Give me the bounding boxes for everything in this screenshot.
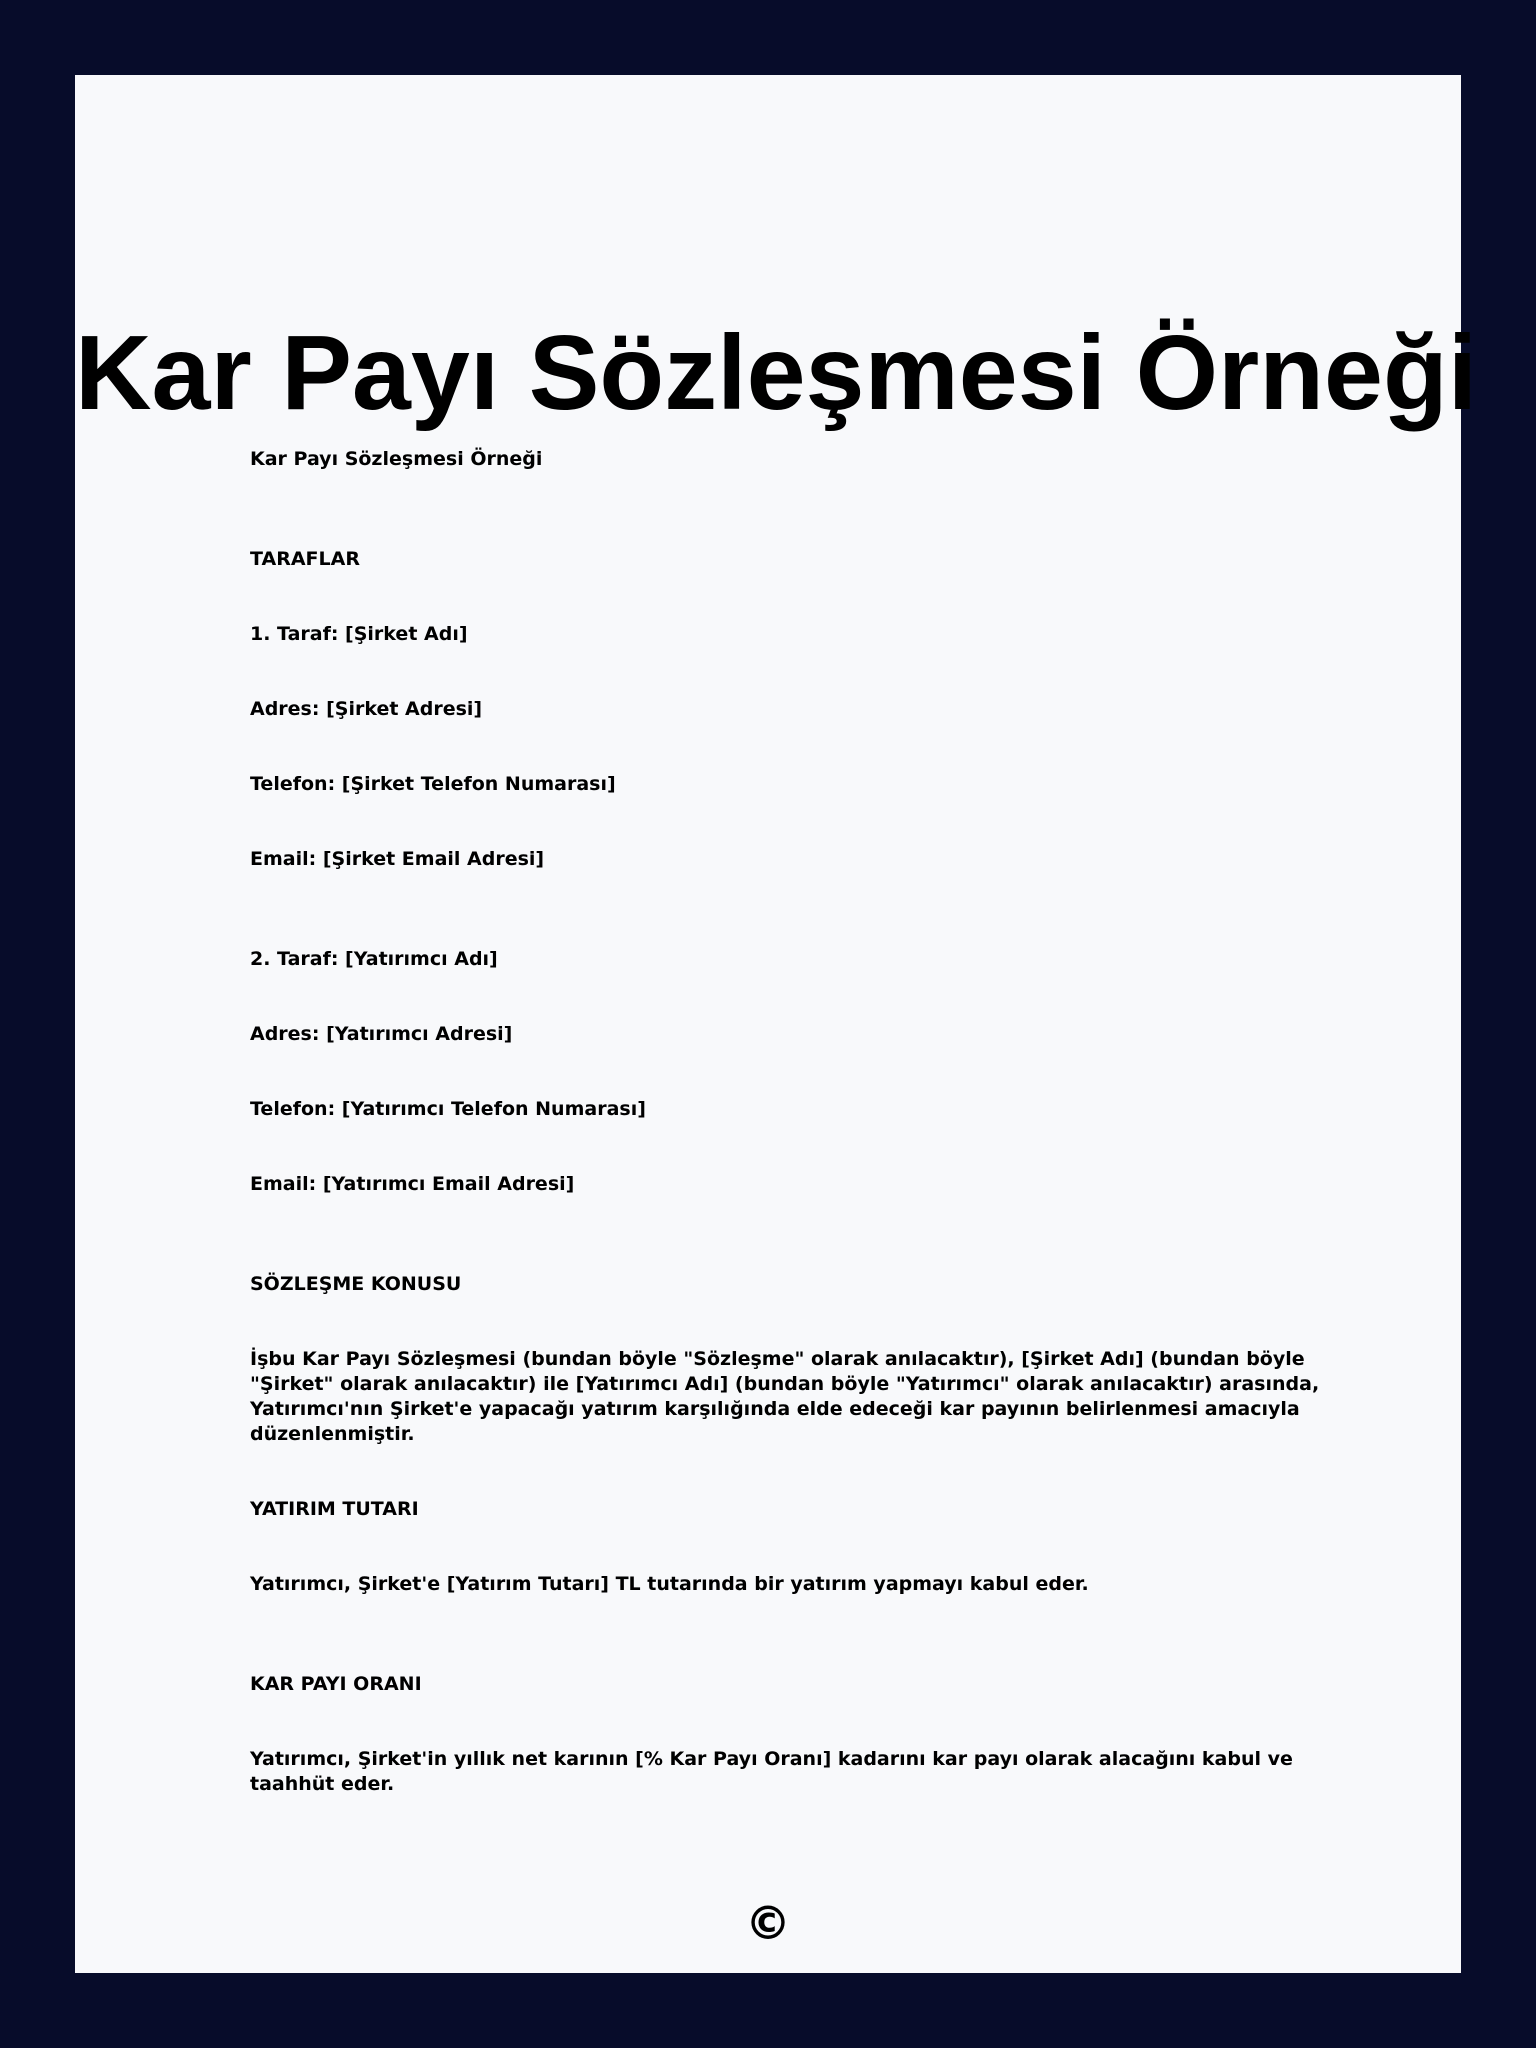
document-page — [75, 75, 1478, 1973]
party1-email: Email: [Şirket Email Adresi] — [250, 848, 545, 870]
investment-heading: YATIRIM TUTARI — [250, 1498, 419, 1520]
dividend-heading: KAR PAYI ORANI — [250, 1673, 422, 1695]
dividend-text: Yatırımcı, Şirket'in yıllık net karının [% Kar Payı Oranı] kadarını kar payı olarak alacağını kabul ve taahhüt eder. — [250, 1748, 1293, 1795]
parties-heading: TARAFLAR — [250, 548, 360, 570]
party2-name: 2. Taraf: [Yatırımcı Adı] — [250, 948, 498, 970]
party2-email: Email: [Yatırımcı Email Adresi] — [250, 1173, 575, 1195]
subject-heading: SÖZLEŞME KONUSU — [250, 1273, 462, 1295]
party1-address: Adres: [Şirket Adresi] — [250, 698, 483, 720]
document-subtitle: Kar Payı Sözleşmesi Örneği — [250, 448, 543, 470]
copyright-icon: © — [745, 1896, 791, 1950]
document-title: Kar Payı Sözleşmesi Örneği — [75, 314, 1478, 432]
investment-text: Yatırımcı, Şirket'e [Yatırım Tutarı] TL tutarında bir yatırım yapmayı kabul eder. — [250, 1573, 1089, 1595]
party1-name: 1. Taraf: [Şirket Adı] — [250, 623, 468, 645]
party2-address: Adres: [Yatırımcı Adresi] — [250, 1023, 513, 1045]
subject-text: İşbu Kar Payı Sözleşmesi (bundan böyle "Sözleşme" olarak anılacaktır), [Şirket Adı] (bundan böyle "Şirket" olarak anılacaktır) ile [Yatırımcı Adı] (bundan böyle "Yatırımcı" olarak anılacaktır) arasında, Yatırımcı'nın Şirket'e yapacağı yatırım karşılığında elde edeceği kar payının belirlenmesi amacıyla düzenlenmiştir. — [250, 1348, 1320, 1445]
party2-phone: Telefon: [Yatırımcı Telefon Numarası] — [250, 1098, 646, 1120]
party1-phone: Telefon: [Şirket Telefon Numarası] — [250, 773, 616, 795]
